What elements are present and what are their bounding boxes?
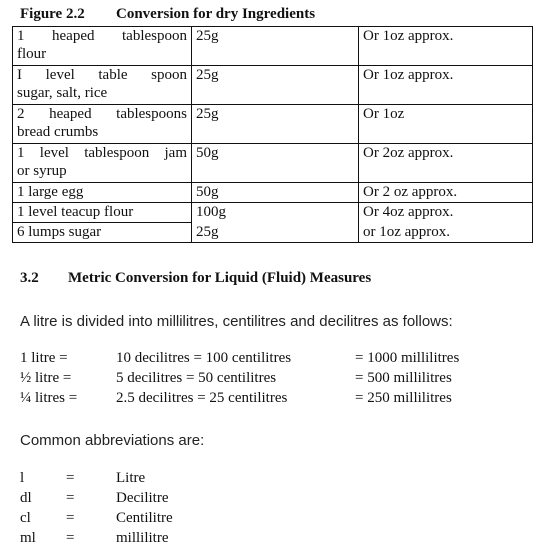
- abbreviation-symbol: l: [20, 470, 25, 486]
- metric-cell: 25g: [192, 66, 359, 105]
- metric-cell: 50g: [192, 183, 359, 203]
- imperial-cell: Or 2 oz approx.: [359, 183, 533, 203]
- section-title: Metric Conversion for Liquid (Fluid) Measures: [68, 270, 372, 286]
- equivalence-middle: 5 decilitres = 50 centilitres: [116, 370, 277, 386]
- metric-cell: 25g: [192, 27, 359, 66]
- equivalence-unit: ½ litre =: [20, 370, 72, 386]
- item-cell: [13, 66, 192, 105]
- item-line-2: sugar, salt, rice: [17, 85, 108, 101]
- item-line-2: bread crumbs: [17, 124, 99, 140]
- table-row: [13, 203, 533, 223]
- abbreviation-symbol: ml: [20, 530, 36, 546]
- dry-ingredients-table: [12, 26, 533, 243]
- abbreviation-equals: =: [66, 490, 75, 506]
- abbreviation-name: Centilitre: [116, 510, 173, 526]
- figure-title: Conversion for dry Ingredients: [116, 6, 316, 22]
- metric-cell: 25g: [192, 105, 359, 144]
- table-row: [13, 105, 533, 144]
- item-cell: 1 level teacup flour: [13, 203, 192, 223]
- abbreviation-symbol: dl: [20, 490, 32, 506]
- table-row: [13, 27, 533, 66]
- equivalence-unit: 1 litre =: [20, 350, 68, 366]
- item-line-1: I level table spoon: [17, 67, 187, 83]
- metric-cell: 100g: [192, 203, 359, 223]
- imperial-cell: Or 2oz approx.: [359, 144, 533, 183]
- section-number: 3.2: [20, 270, 39, 286]
- equivalence-unit: ¼ litres =: [20, 390, 78, 406]
- imperial-cell: Or 1oz approx.: [359, 27, 533, 66]
- metric-cell: 50g: [192, 144, 359, 183]
- item-cell: 1 large egg: [13, 183, 192, 203]
- abbreviation-name: millilitre: [116, 530, 169, 546]
- table-row: [13, 66, 533, 105]
- imperial-cell: or 1oz approx.: [359, 223, 533, 243]
- item-cell: 6 lumps sugar: [13, 223, 192, 243]
- item-line-1: 1 heaped tablespoon: [17, 28, 187, 44]
- equivalence-middle: 2.5 decilitres = 25 centilitres: [116, 390, 288, 406]
- section-heading: [20, 270, 371, 287]
- item-cell: [13, 144, 192, 183]
- item-cell: [13, 27, 192, 66]
- intro-paragraph: A litre is divided into millilitres, centilitres and decilitres as follows:: [20, 313, 453, 330]
- imperial-cell: Or 1oz: [359, 105, 533, 144]
- figure-number: Figure 2.2: [20, 6, 85, 22]
- abbreviations-heading: Common abbreviations are:: [20, 432, 205, 449]
- item-line-2: flour: [17, 46, 47, 62]
- table-row: [13, 223, 533, 243]
- item-cell: [13, 105, 192, 144]
- equivalence-middle: 10 decilitres = 100 centilitres: [116, 350, 292, 366]
- abbreviation-name: Litre: [116, 470, 146, 486]
- item-line-1: 2 heaped tablespoons: [17, 106, 187, 122]
- figure-caption: [20, 6, 315, 23]
- abbreviation-equals: =: [66, 530, 75, 546]
- equivalence-millilitres: = 1000 millilitres: [355, 350, 460, 366]
- table-row: [13, 183, 533, 203]
- imperial-cell: Or 4oz approx.: [359, 203, 533, 223]
- equivalence-millilitres: = 500 millilitres: [355, 370, 452, 386]
- item-line-2: or syrup: [17, 163, 67, 179]
- equivalence-millilitres: = 250 millilitres: [355, 390, 452, 406]
- item-line-1: 1 level tablespoon jam: [17, 145, 187, 161]
- abbreviation-name: Decilitre: [116, 490, 169, 506]
- abbreviation-symbol: cl: [20, 510, 31, 526]
- abbreviation-equals: =: [66, 470, 75, 486]
- abbreviation-equals: =: [66, 510, 75, 526]
- imperial-cell: Or 1oz approx.: [359, 66, 533, 105]
- metric-cell: 25g: [192, 223, 359, 243]
- table-row: [13, 144, 533, 183]
